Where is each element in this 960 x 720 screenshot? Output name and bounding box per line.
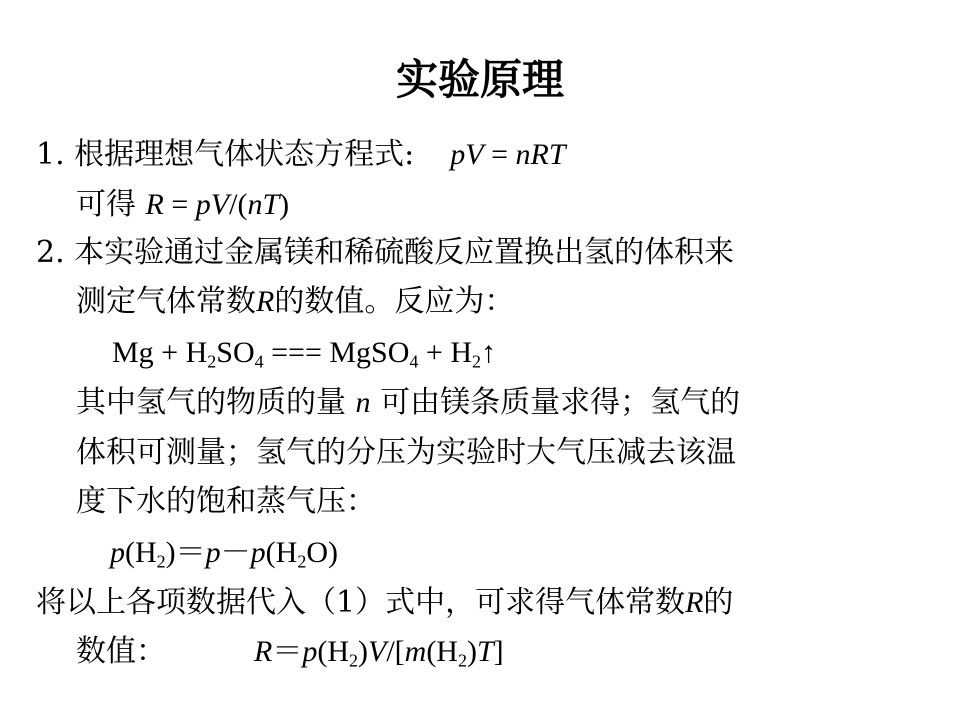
text-line-11	[76, 627, 504, 677]
slide-title: 实验原理	[395, 55, 564, 104]
line-10-pre: 将以上各项数据代入（1）式中，可求得气体常数	[36, 585, 686, 620]
r-value-equation: $R=p(H_2)V/[m(H_2)T]$	[254, 635, 504, 671]
partial-pressure-equation: $p(H_2)=p-p(H_2O)$	[110, 536, 338, 572]
var-n: n	[355, 386, 371, 419]
line-10-post: 的	[703, 585, 734, 620]
line-4-pre: 测定气体常数	[76, 284, 256, 319]
text-line-3: 2. 本实验通过金属镁和稀硫酸反应置换出氢的体积来	[36, 235, 735, 270]
text-line-2	[76, 180, 289, 230]
line-11-pre: 数值：	[76, 634, 166, 669]
ideal-gas-equation: pV = nRT	[450, 138, 566, 171]
text-line-10	[36, 578, 733, 628]
text-line-6	[76, 378, 740, 428]
line-2-prefix: 可得	[76, 187, 146, 222]
r-expression: R = pV/(nT)	[145, 188, 290, 221]
text-line-1	[36, 130, 566, 180]
line-4-post: 的数值。反应为：	[274, 284, 515, 319]
line-6-post: 可由镁条质量求得；氢气的	[370, 385, 741, 420]
text-line-8: 度下水的饱和蒸气压：	[76, 484, 376, 519]
line-6-pre: 其中氢气的物质的量	[76, 385, 356, 420]
text-line-4	[76, 277, 514, 327]
line-1-text: 1. 根据理想气体状态方程式:	[36, 137, 415, 172]
var-r-2: R	[685, 586, 704, 619]
text-line-7: 体积可测量；氢气的分压为实验时大气压减去该温	[76, 435, 736, 470]
var-r: R	[256, 285, 275, 318]
reaction-equation: $Mg + H_2SO_4$ === MgSO$_4$ + $H_2↑$	[112, 336, 496, 372]
